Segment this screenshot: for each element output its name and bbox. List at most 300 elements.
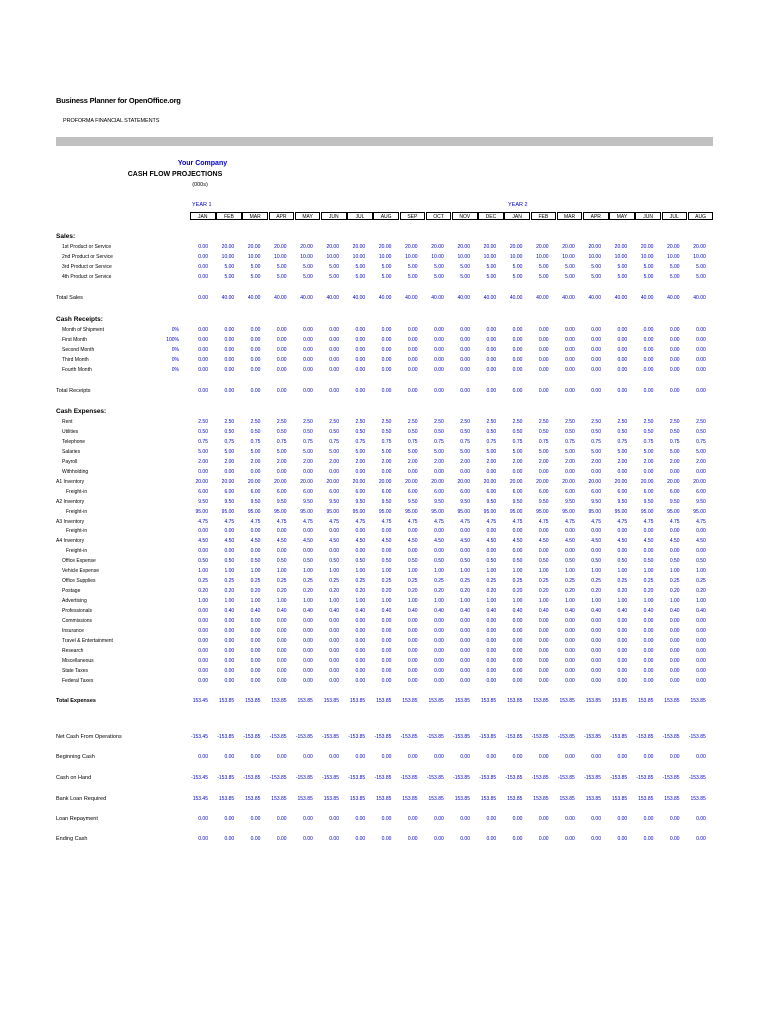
row-value[interactable]: 0.00 [355, 468, 366, 475]
row-value[interactable]: 0.00 [276, 618, 287, 624]
row-value[interactable]: 0.50 [617, 558, 628, 565]
row-value[interactable]: 6.00 [329, 488, 339, 495]
row-value[interactable]: 20.00 [378, 478, 392, 485]
row-value[interactable]: 1.00 [224, 568, 235, 575]
row-value[interactable]: 5.00 [617, 264, 628, 271]
row-value[interactable]: 0.00 [224, 667, 235, 674]
row-value[interactable]: 20.00 [326, 244, 339, 250]
row-value[interactable]: 5.00 [355, 264, 366, 271]
row-value[interactable]: 6.00 [643, 488, 654, 495]
row-value[interactable]: 5.00 [617, 274, 628, 281]
row-value[interactable]: 0.75 [486, 438, 497, 445]
summary-value[interactable]: 153.85 [559, 796, 575, 802]
summary-value[interactable]: -153.85 [426, 734, 444, 740]
row-value[interactable]: 0.75 [434, 438, 444, 445]
row-value[interactable]: 0.40 [276, 608, 287, 615]
row-value[interactable]: 9.50 [643, 498, 654, 505]
row-value[interactable]: 0.00 [669, 618, 680, 624]
row-value[interactable]: 10.00 [667, 254, 680, 261]
row-value[interactable]: 0.00 [617, 468, 628, 475]
row-value[interactable]: 0.50 [591, 428, 601, 435]
row-value[interactable]: 10.00 [457, 254, 470, 261]
row-value[interactable]: 0.50 [250, 558, 261, 565]
summary-value[interactable]: -153.85 [269, 775, 287, 781]
row-value[interactable]: 4.75 [486, 518, 497, 525]
row-value[interactable]: 0.00 [591, 618, 601, 624]
row-value[interactable]: 20.00 [431, 244, 444, 250]
total-value[interactable]: 40.00 [352, 295, 366, 302]
row-value[interactable]: 6.00 [617, 488, 628, 495]
row-value[interactable]: 10.00 [562, 254, 575, 261]
total-value[interactable]: 0.00 [538, 388, 549, 395]
row-value[interactable]: 0.00 [538, 667, 549, 674]
row-value[interactable]: 0.00 [198, 637, 208, 644]
row-value[interactable]: 0.25 [617, 578, 628, 585]
total-value[interactable]: 40.00 [562, 295, 575, 302]
row-value[interactable]: 0.00 [224, 337, 235, 344]
row-value[interactable]: 5.00 [512, 264, 523, 271]
row-value[interactable]: 0.75 [696, 438, 706, 445]
row-value[interactable]: 2.00 [250, 458, 261, 465]
row-value[interactable]: 0.00 [669, 337, 680, 344]
summary-value[interactable]: 153.85 [690, 796, 706, 802]
row-value[interactable]: 0.00 [538, 528, 549, 535]
row-value[interactable]: 0.25 [643, 578, 654, 585]
row-value[interactable]: 0.00 [198, 327, 208, 333]
row-value[interactable]: 0.00 [617, 548, 628, 555]
row-value[interactable]: 0.00 [250, 667, 261, 674]
row-value[interactable]: 2.00 [460, 458, 470, 465]
row-value[interactable]: 0.25 [381, 578, 392, 585]
summary-value[interactable]: 0.00 [276, 754, 287, 760]
summary-value[interactable]: -153.85 [217, 734, 235, 740]
row-value[interactable]: 20.00 [247, 478, 261, 485]
summary-value[interactable]: 0.00 [250, 754, 261, 760]
row-value[interactable]: 1.00 [460, 598, 470, 605]
row-value[interactable]: 5.00 [591, 274, 601, 281]
summary-value[interactable]: -153.85 [243, 734, 261, 740]
row-value[interactable]: 2.00 [276, 458, 287, 465]
row-value[interactable]: 0.25 [434, 578, 444, 585]
row-value[interactable]: 0.00 [434, 327, 444, 333]
row-value[interactable]: 0.00 [355, 357, 366, 364]
summary-value[interactable]: 153.85 [245, 796, 261, 802]
row-value[interactable]: 0.25 [486, 578, 497, 585]
total-value[interactable]: 0.00 [696, 388, 706, 395]
row-value[interactable]: 0.75 [643, 438, 654, 445]
row-value[interactable]: 0.00 [669, 667, 680, 674]
row-value[interactable]: 5.00 [329, 448, 339, 455]
row-value[interactable]: 0.50 [355, 428, 366, 435]
summary-value[interactable]: 153.85 [664, 796, 680, 802]
total-value[interactable]: 40.00 [405, 295, 418, 302]
row-value[interactable]: 5.00 [303, 264, 313, 271]
row-value[interactable]: 0.20 [355, 588, 366, 595]
row-value[interactable]: 9.50 [434, 498, 444, 505]
summary-value[interactable]: 0.00 [434, 754, 444, 760]
row-value[interactable]: 0.00 [486, 468, 497, 475]
row-value[interactable]: 0.00 [512, 677, 523, 684]
total-value[interactable]: 40.00 [509, 295, 523, 302]
summary-value[interactable]: 0.00 [407, 816, 418, 822]
row-value[interactable]: 0.00 [565, 347, 575, 354]
row-value[interactable]: 6.00 [407, 488, 418, 495]
row-value[interactable]: 0.00 [538, 647, 549, 654]
row-value[interactable]: 0.00 [617, 667, 628, 674]
row-value[interactable]: 2.50 [669, 419, 680, 425]
summary-value[interactable]: 0.00 [198, 836, 208, 842]
row-value[interactable]: 0.00 [276, 657, 287, 664]
row-value[interactable]: 0.50 [617, 428, 628, 435]
row-value[interactable]: 0.40 [250, 608, 261, 615]
row-value[interactable]: 9.50 [538, 498, 549, 505]
row-value[interactable]: 5.00 [198, 448, 208, 455]
row-value[interactable]: 0.50 [198, 428, 208, 435]
summary-value[interactable]: 153.85 [297, 796, 313, 802]
total-value[interactable]: 153.85 [323, 697, 339, 704]
row-value[interactable]: 6.00 [486, 488, 497, 495]
row-value[interactable]: 0.00 [460, 548, 470, 555]
row-value[interactable]: 0.20 [696, 588, 706, 595]
row-value[interactable]: 0.00 [591, 357, 601, 364]
row-value[interactable]: 0.50 [329, 428, 339, 435]
row-value[interactable]: 0.40 [591, 608, 601, 615]
row-value[interactable]: 0.00 [669, 548, 680, 555]
row-value[interactable]: 0.00 [198, 677, 208, 684]
row-value[interactable]: 0.00 [303, 367, 313, 374]
row-value[interactable]: 2.50 [303, 419, 313, 425]
summary-value[interactable]: 0.00 [355, 816, 366, 822]
row-value[interactable]: 9.50 [696, 498, 706, 505]
row-value[interactable]: 10.00 [509, 254, 523, 261]
summary-value[interactable]: -153.85 [557, 734, 575, 740]
row-value[interactable]: 20.00 [667, 478, 680, 485]
row-value[interactable]: 0.00 [565, 618, 575, 624]
row-value[interactable]: 0.40 [669, 608, 680, 615]
summary-value[interactable]: 0.00 [303, 754, 313, 760]
summary-value[interactable]: 0.00 [696, 754, 706, 760]
row-value[interactable]: 20.00 [483, 244, 497, 250]
row-value[interactable]: 0.00 [591, 327, 601, 333]
row-value[interactable]: 0.00 [486, 367, 497, 374]
row-value[interactable]: 0.00 [303, 667, 313, 674]
row-value[interactable]: 0.00 [512, 657, 523, 664]
summary-value[interactable]: -153.85 [584, 775, 601, 781]
row-value[interactable]: 0.00 [538, 357, 549, 364]
row-value[interactable]: 0.00 [460, 347, 470, 354]
summary-value[interactable]: -153.85 [243, 775, 261, 781]
row-value[interactable]: 0.00 [329, 327, 339, 333]
row-value[interactable]: 0.25 [407, 578, 418, 585]
row-value[interactable]: 6.00 [669, 488, 680, 495]
row-value[interactable]: 0.25 [329, 578, 339, 585]
row-value[interactable]: 0.00 [276, 677, 287, 684]
row-value[interactable]: 0.00 [486, 528, 497, 535]
row-value[interactable]: 5.00 [486, 264, 497, 271]
total-value[interactable]: 0.00 [303, 388, 313, 395]
summary-value[interactable]: -153.85 [636, 775, 654, 781]
row-value[interactable]: 0.00 [381, 357, 392, 364]
row-value[interactable]: 1.00 [276, 598, 287, 605]
row-value[interactable]: 2.00 [591, 458, 601, 465]
row-value[interactable]: 5.00 [643, 274, 654, 281]
summary-value[interactable]: -153.85 [374, 734, 392, 740]
row-value[interactable]: 0.50 [303, 428, 313, 435]
row-value[interactable]: 0.20 [198, 588, 208, 595]
summary-value[interactable]: 153.85 [376, 796, 392, 802]
row-value[interactable]: 1.00 [669, 568, 680, 575]
row-value[interactable]: 0.00 [486, 637, 497, 644]
row-value[interactable]: 4.50 [617, 538, 628, 545]
row-value[interactable]: 0.00 [591, 637, 601, 644]
row-value[interactable]: 0.00 [669, 468, 680, 475]
row-value[interactable]: 0.00 [303, 337, 313, 344]
row-value[interactable]: 0.00 [250, 637, 261, 644]
row-value[interactable]: 0.00 [669, 657, 680, 664]
row-value[interactable]: 0.00 [460, 618, 470, 624]
row-value[interactable]: 0.00 [643, 327, 654, 333]
row-value[interactable]: 1.00 [355, 568, 366, 575]
row-value[interactable]: 0.00 [643, 677, 654, 684]
summary-value[interactable]: 0.00 [460, 836, 470, 842]
row-value[interactable]: 0.25 [276, 578, 287, 585]
row-value[interactable]: 5.00 [355, 448, 366, 455]
row-value[interactable]: 20.00 [693, 478, 706, 485]
row-value[interactable]: 0.00 [276, 548, 287, 555]
row-value[interactable]: 1.00 [591, 598, 601, 605]
row-value[interactable]: 4.75 [591, 518, 601, 525]
total-value[interactable]: 153.85 [218, 697, 235, 704]
summary-value[interactable]: -153.85 [295, 775, 313, 781]
row-value[interactable]: 0.00 [198, 264, 208, 271]
row-value[interactable]: 0.00 [696, 637, 706, 644]
row-value[interactable]: 0.00 [486, 327, 497, 333]
row-value[interactable]: 95.00 [640, 508, 654, 515]
row-value[interactable]: 0.00 [669, 528, 680, 535]
row-value[interactable]: 0.00 [538, 677, 549, 684]
row-value[interactable]: 5.00 [591, 264, 601, 271]
row-value[interactable]: 4.50 [460, 538, 470, 545]
row-value[interactable]: 0.00 [355, 618, 366, 624]
total-value[interactable]: 0.00 [460, 388, 470, 395]
row-value[interactable]: 1.00 [696, 598, 706, 605]
summary-value[interactable]: 0.00 [329, 754, 339, 760]
row-value[interactable]: 20.00 [195, 478, 208, 485]
row-value[interactable]: 0.00 [434, 337, 444, 344]
row-value[interactable]: 0.20 [669, 588, 680, 595]
row-value[interactable]: 0.00 [303, 327, 313, 333]
row-value[interactable]: 0.00 [224, 347, 235, 354]
row-value[interactable]: 0.50 [276, 558, 287, 565]
row-value[interactable]: 2.00 [434, 458, 444, 465]
row-value[interactable]: 0.00 [198, 608, 208, 615]
total-value[interactable]: 153.85 [533, 697, 549, 704]
summary-value[interactable]: 0.00 [643, 754, 654, 760]
collection-percent[interactable]: 0% [171, 347, 179, 354]
row-value[interactable]: 1.00 [198, 568, 208, 575]
row-value[interactable]: 0.00 [591, 667, 601, 674]
summary-value[interactable]: -153.85 [688, 734, 706, 740]
row-value[interactable]: 4.50 [591, 538, 601, 545]
row-value[interactable]: 9.50 [617, 498, 628, 505]
row-value[interactable]: 4.75 [643, 518, 654, 525]
row-value[interactable]: 20.00 [667, 244, 680, 250]
row-value[interactable]: 0.00 [355, 637, 366, 644]
row-value[interactable]: 95.00 [509, 508, 523, 515]
row-value[interactable]: 0.00 [434, 647, 444, 654]
row-value[interactable]: 0.00 [355, 548, 366, 555]
row-value[interactable]: 0.00 [434, 677, 444, 684]
summary-value[interactable]: -153.85 [348, 775, 366, 781]
row-value[interactable]: 0.00 [198, 357, 208, 364]
row-value[interactable]: 5.00 [407, 448, 418, 455]
row-value[interactable]: 4.50 [250, 538, 261, 545]
total-value[interactable]: 0.00 [486, 388, 497, 395]
row-value[interactable]: 5.00 [565, 448, 575, 455]
total-value[interactable]: 153.85 [454, 697, 470, 704]
row-value[interactable]: 0.00 [329, 667, 339, 674]
row-value[interactable]: 0.75 [407, 438, 418, 445]
row-value[interactable]: 0.00 [276, 337, 287, 344]
row-value[interactable]: 0.75 [669, 438, 680, 445]
summary-value[interactable]: 153.85 [454, 796, 470, 802]
row-value[interactable]: 0.00 [512, 327, 523, 333]
row-value[interactable]: 0.00 [224, 627, 235, 634]
row-value[interactable]: 5.00 [250, 448, 261, 455]
row-value[interactable]: 0.00 [224, 327, 235, 333]
row-value[interactable]: 0.40 [381, 608, 392, 615]
row-value[interactable]: 0.20 [434, 588, 444, 595]
row-value[interactable]: 0.25 [355, 578, 366, 585]
row-value[interactable]: 0.00 [643, 337, 654, 344]
row-value[interactable]: 95.00 [614, 508, 628, 515]
summary-value[interactable]: 0.00 [224, 836, 235, 842]
row-value[interactable]: 0.25 [591, 578, 601, 585]
row-value[interactable]: 6.00 [538, 488, 549, 495]
row-value[interactable]: 10.00 [405, 254, 418, 261]
row-value[interactable]: 95.00 [536, 508, 549, 515]
row-value[interactable]: 0.00 [434, 357, 444, 364]
row-value[interactable]: 0.00 [512, 367, 523, 374]
row-value[interactable]: 0.00 [643, 347, 654, 354]
summary-value[interactable]: -153.45 [191, 775, 208, 781]
row-value[interactable]: 0.00 [460, 337, 470, 344]
row-value[interactable]: 0.00 [407, 637, 418, 644]
row-value[interactable]: 10.00 [588, 254, 601, 261]
row-value[interactable]: 0.40 [512, 608, 523, 615]
row-value[interactable]: 0.00 [486, 548, 497, 555]
total-value[interactable]: 0.00 [434, 388, 444, 395]
summary-value[interactable]: -153.85 [217, 775, 235, 781]
row-value[interactable]: 0.00 [198, 647, 208, 654]
row-value[interactable]: 4.75 [617, 518, 628, 525]
row-value[interactable]: 0.00 [224, 357, 235, 364]
row-value[interactable]: 4.50 [565, 538, 575, 545]
total-value[interactable]: 0.00 [329, 388, 339, 395]
row-value[interactable]: 0.00 [591, 647, 601, 654]
row-value[interactable]: 1.00 [355, 598, 366, 605]
row-value[interactable]: 5.00 [460, 274, 470, 281]
row-value[interactable]: 0.00 [434, 637, 444, 644]
row-value[interactable]: 5.00 [565, 264, 575, 271]
row-value[interactable]: 0.00 [460, 367, 470, 374]
row-value[interactable]: 9.50 [355, 498, 366, 505]
row-value[interactable]: 1.00 [224, 598, 235, 605]
row-value[interactable]: 0.00 [303, 618, 313, 624]
row-value[interactable]: 0.00 [591, 367, 601, 374]
summary-value[interactable]: 0.00 [381, 816, 392, 822]
row-value[interactable]: 2.00 [329, 458, 339, 465]
row-value[interactable]: 0.00 [696, 357, 706, 364]
row-value[interactable]: 95.00 [562, 508, 575, 515]
row-value[interactable]: 0.75 [329, 438, 339, 445]
row-value[interactable]: 0.00 [669, 357, 680, 364]
summary-value[interactable]: 153.85 [638, 796, 654, 802]
row-value[interactable]: 20.00 [405, 478, 418, 485]
row-value[interactable]: 0.20 [381, 588, 392, 595]
row-value[interactable]: 95.00 [326, 508, 339, 515]
row-value[interactable]: 0.00 [329, 357, 339, 364]
row-value[interactable]: 0.00 [407, 618, 418, 624]
summary-value[interactable]: 0.00 [512, 754, 523, 760]
row-value[interactable]: 4.50 [381, 538, 392, 545]
summary-value[interactable]: 0.00 [591, 816, 601, 822]
row-value[interactable]: 5.00 [512, 274, 523, 281]
row-value[interactable]: 0.00 [434, 468, 444, 475]
summary-value[interactable]: -153.45 [191, 734, 208, 740]
row-value[interactable]: 6.00 [434, 488, 444, 495]
row-value[interactable]: 0.40 [224, 608, 235, 615]
row-value[interactable]: 0.00 [565, 647, 575, 654]
row-value[interactable]: 0.00 [512, 528, 523, 535]
total-value[interactable]: 40.00 [300, 295, 313, 302]
total-value[interactable]: 0.00 [591, 388, 601, 395]
row-value[interactable]: 0.40 [303, 608, 313, 615]
summary-value[interactable]: 153.85 [585, 796, 601, 802]
total-value[interactable]: 0.00 [669, 388, 680, 395]
summary-value[interactable]: -153.85 [688, 775, 706, 781]
row-value[interactable]: 0.00 [643, 627, 654, 634]
total-value[interactable]: 40.00 [640, 295, 654, 302]
row-value[interactable]: 0.50 [381, 558, 392, 565]
row-value[interactable]: 0.00 [512, 618, 523, 624]
row-value[interactable]: 5.00 [591, 448, 601, 455]
row-value[interactable]: 0.00 [669, 367, 680, 374]
row-value[interactable]: 2.50 [512, 419, 523, 425]
row-value[interactable]: 2.00 [565, 458, 575, 465]
row-value[interactable]: 0.00 [434, 528, 444, 535]
total-value[interactable]: 153.85 [402, 697, 418, 704]
row-value[interactable]: 0.00 [407, 327, 418, 333]
row-value[interactable]: 0.00 [224, 657, 235, 664]
row-value[interactable]: 0.75 [617, 438, 628, 445]
row-value[interactable]: 0.00 [198, 347, 208, 354]
row-value[interactable]: 1.00 [250, 598, 261, 605]
total-value[interactable]: 153.85 [271, 697, 287, 704]
row-value[interactable]: 10.00 [614, 254, 628, 261]
row-value[interactable]: 0.00 [381, 667, 392, 674]
row-value[interactable]: 0.50 [407, 558, 418, 565]
row-value[interactable]: 0.00 [486, 667, 497, 674]
row-value[interactable]: 0.50 [486, 428, 497, 435]
summary-value[interactable]: -153.85 [374, 775, 392, 781]
row-value[interactable]: 0.50 [669, 558, 680, 565]
summary-value[interactable]: 0.00 [329, 836, 339, 842]
row-value[interactable]: 0.00 [591, 528, 601, 535]
row-value[interactable]: 0.00 [565, 468, 575, 475]
row-value[interactable]: 0.40 [538, 608, 549, 615]
row-value[interactable]: 0.00 [250, 357, 261, 364]
